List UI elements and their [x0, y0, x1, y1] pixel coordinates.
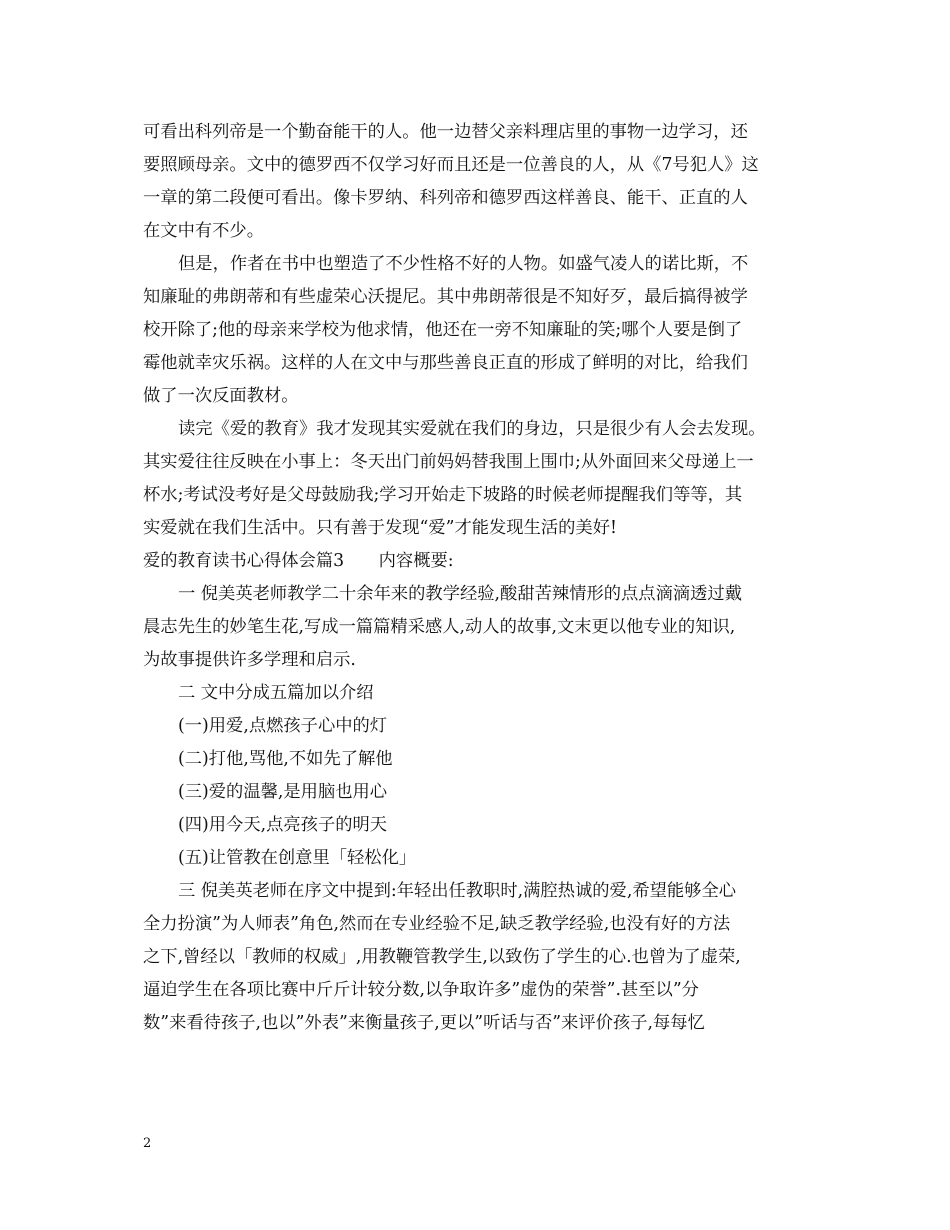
- text-line: (四)用今天,点亮孩子的明天: [178, 815, 388, 835]
- text-line: 做了一次反面教材。: [143, 386, 299, 406]
- text-line: 爱的教育读书心得体会篇3 内容概要:: [143, 551, 454, 571]
- text-line: 要照顾母亲。文中的德罗西不仅学习好而且还是一位善良的人，从《7号犯人》这: [143, 155, 759, 175]
- text-line: 校开除了;他的母亲来学校为他求情，他还在一旁不知廉耻的笑;哪个人要是倒了: [143, 320, 743, 340]
- text-line: 读完《爱的教育》我才发现其实爱就在我们的身边，只是很少有人会去发现。: [178, 419, 766, 439]
- text-line: 二 文中分成五篇加以介绍: [178, 683, 374, 703]
- text-line: 晨志先生的妙笔生花,写成一篇篇精采感人,动人的故事,文末更以他专业的知识,: [143, 617, 736, 637]
- text-line: 但是，作者在书中也塑造了不少性格不好的人物。如盛气凌人的诺比斯，不: [178, 254, 749, 274]
- text-line: 一章的第二段便可看出。像卡罗纳、科列帝和德罗西这样善良、能干、正直的人: [143, 188, 748, 208]
- text-line: 全力扮演”为人师表”角色,然而在专业经验不足,缺乏教学经验,也没有好的方法: [143, 914, 731, 934]
- text-line: 可看出科列帝是一个勤奋能干的人。他一边替父亲料理店里的事物一边学习，还: [143, 122, 748, 142]
- text-line: 在文中有不少。: [143, 221, 264, 241]
- text-line: 霉他就幸灾乐祸。这样的人在文中与那些善良正直的形成了鲜明的对比，给我们: [143, 353, 748, 373]
- page-number: 2: [143, 1136, 152, 1151]
- text-line: (五)让管教在创意里「轻松化」: [178, 848, 417, 868]
- text-line: 实爱就在我们生活中。只有善于发现“爱”才能发现生活的美好!: [143, 518, 617, 538]
- text-line: (一)用爱,点燃孩子心中的灯: [178, 716, 388, 736]
- text-line: 知廉耻的弗朗蒂和有些虚荣心沃提尼。其中弗朗蒂很是不知好歹，最后搞得被学: [143, 287, 748, 307]
- text-line: 杯水;考试没考好是父母鼓励我;学习开始走下坡路的时候老师提醒我们等等，其: [143, 485, 743, 505]
- text-line: 数”来看待孩子,也以”外表”来衡量孩子,更以”听话与否”来评价孩子,每每忆: [143, 1013, 705, 1033]
- text-line: 逼迫学生在各项比赛中斤斤计较分数,以争取许多”虚伪的荣誉”.甚至以”分: [143, 980, 699, 1000]
- text-line: 三 倪美英老师在序文中提到:年轻出任教职时,满腔热诚的爱,希望能够全心: [178, 881, 737, 901]
- text-line: (三)爱的温馨,是用脑也用心: [178, 782, 388, 802]
- text-line: 之下,曾经以「教师的权威」,用教鞭管教学生,以致伤了学生的心.也曾为了虚荣,: [143, 947, 741, 967]
- text-line: 其实爱往往反映在小事上：冬天出门前妈妈替我围上围巾;从外面回来父母递上一: [143, 452, 754, 472]
- text-line: 为故事提供许多学理和启示.: [143, 650, 356, 670]
- body-text: [143, 116, 823, 1040]
- text-line: (二)打他,骂他,不如先了解他: [178, 749, 393, 769]
- text-line: 一 倪美英老师教学二十余年来的教学经验,酸甜苦辣情形的点点滴滴透过戴: [178, 584, 742, 604]
